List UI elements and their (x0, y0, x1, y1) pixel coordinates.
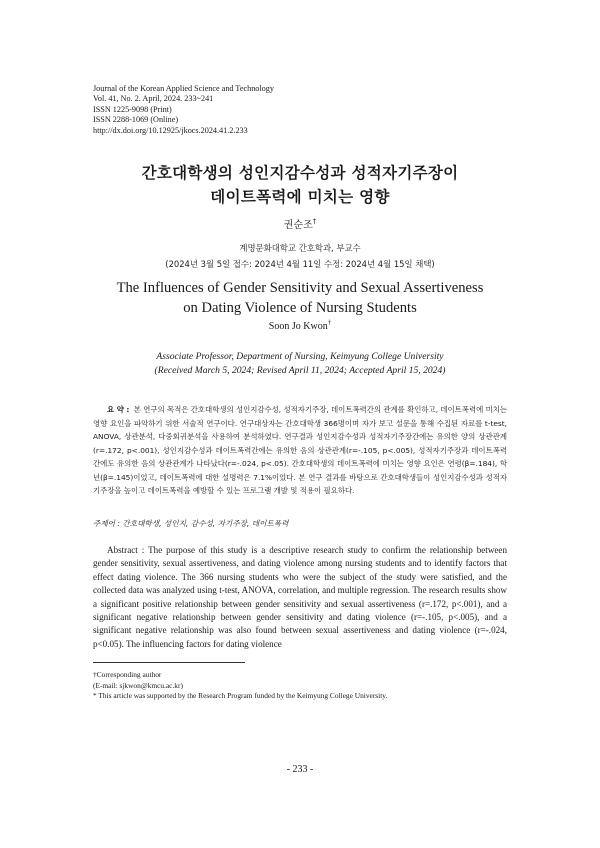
korean-title-line-2: 데이트폭력에 미치는 영향 (210, 188, 390, 206)
corresponding-author-note: †Corresponding author (93, 670, 162, 679)
journal-issn-print: ISSN 1225-9098 (Print) (93, 104, 172, 114)
journal-volume: Vol. 41, No. 2. April, 2024. 233~241 (93, 94, 214, 104)
journal-issn-online: ISSN 2288-1069 (Online) (93, 115, 179, 125)
english-author-name: Soon Jo Kwon (268, 321, 328, 332)
english-abstract (93, 544, 507, 651)
footnotes (93, 670, 387, 702)
english-title (0, 278, 600, 318)
english-title-line-2: on Dating Violence of Nursing Students (183, 300, 417, 316)
korean-abstract-text: 본 연구의 목적은 간호대학생의 성인지감수성, 성적자기주장, 데이트폭력간의 관계를 확인하고, 데이트폭력에 미치는 영향 요인을 파악하기 위한 서술적 연구이다. 연구대상자는 간호대학생 366명이며 자가 보고 설문을 통해 수집된 자료를 t-test, ANOVA, 상관분석, 다중회귀분석을 사용하여 분석하였다. 연구결과 성인지감수성과 성적자기주장간에는 유의한 양의 상관관계(r=.172, p<.001), 성인지감수성과 데이트폭력간에는 유의한 음의 상관관계(r=-.105, p<.005), 성적자기주장과 데이트폭력간에도 유의한 음의 상관관계가 나타났다(r=-.024, p<.05). 간호대학생의 데이트폭력에 미치는 영향 요인은 연령(β=.184), 학년(β=.145)이었고, 데이트폭력에 대한 설명력은 7.1%이었다. 본 연구 결과를 바탕으로 간호대학생들이 성인지감수성과 성적자기주장을 높이고 데이트폭력을 예방할 수 있는 프로그램 개발 및 적용이 필요하다. (93, 405, 507, 495)
english-author (0, 318, 600, 332)
corresponding-mark: † (312, 217, 317, 226)
page-number: - 233 - (286, 764, 314, 775)
english-title-line-1: The Influences of Gender Sensitivity and Sexual Assertiveness (116, 280, 484, 296)
english-affiliation-line: Associate Professor, Department of Nursing, Keimyung College University (156, 351, 444, 362)
korean-author-name: 권순조 (283, 220, 313, 231)
footnote-divider (93, 662, 245, 663)
journal-info (93, 84, 274, 136)
english-affiliation (0, 350, 600, 377)
korean-title (0, 161, 600, 209)
journal-doi-link[interactable]: http://dx.doi.org/10.12925/jkocs.2024.41.2.233 (93, 125, 248, 135)
english-abstract-text: The purpose of this study is a descriptive research study to confirm the relationship between gender sensitivity, sexual assertiveness, and dating violence among nursing students and to identify factors that effect dating violence. The 366 nursing students who were the subject of the study were satisfied, and the collected data was analyzed using t-test, ANOVA, correlation, and multiple regression. The research results show a significant positive relationship between gender sensitivity and sexual assertiveness (r=.172, p<.001), and a significant negative relationship between gender sensitivity and dating violence (r=-.105, p<.005), and a significant negative relationship was also found between sexual assertiveness and dating violence (r=-.024, p<0.05). The influencing factors for dating violence (93, 545, 508, 649)
email-note: (E-mail: sjkwon@kmcu.ac.kr) (93, 680, 183, 690)
korean-affiliation-line: 계명문화대학교 간호학과, 부교수 (239, 243, 361, 253)
english-dates-line: (Received March 5, 2024; Revised April 11, 2024; Accepted April 15, 2024) (154, 364, 446, 376)
english-abstract-label: Abstract : (107, 545, 145, 555)
journal-name: Journal of the Korean Applied Science and Technology (93, 84, 274, 93)
korean-keywords: 주제어 : 간호대학생, 성인지, 감수성, 자기주장, 데이트폭력 (93, 519, 289, 528)
funding-note: * This article was supported by the Research Program funded by the Keimyung College University. (93, 691, 388, 700)
korean-affiliation (0, 241, 600, 272)
korean-title-line-1: 간호대학생의 성인지감수성과 성적자기주장이 (141, 164, 459, 182)
korean-author (0, 216, 600, 231)
korean-dates-line: (2024년 3월 5일 접수: 2024년 4월 11일 수정: 2024년 4월 15일 채택) (165, 258, 435, 269)
korean-abstract-label: 요 약 : (107, 405, 130, 414)
korean-abstract (93, 403, 507, 498)
corresponding-mark: † (327, 318, 332, 327)
